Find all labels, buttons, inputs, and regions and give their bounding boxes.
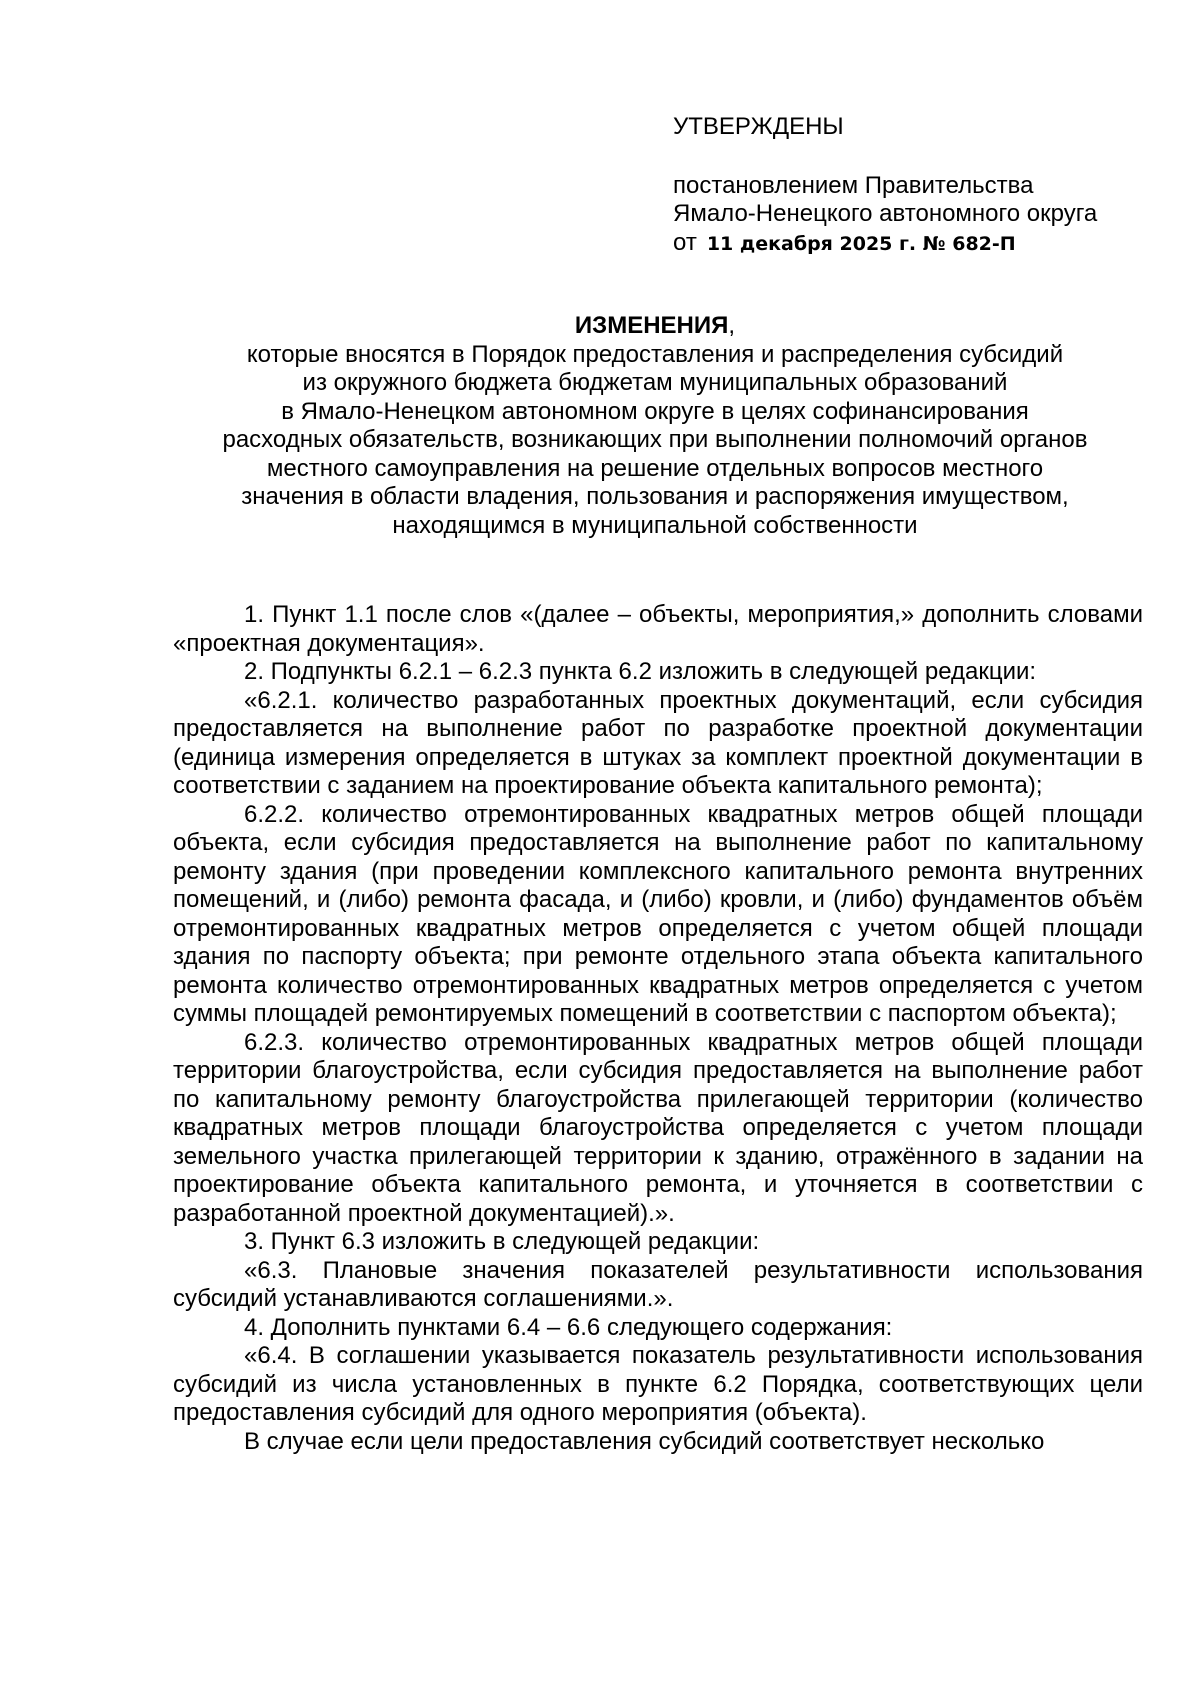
title-subtitle-line: в Ямало-Ненецком автономном округе в целях софинансирования	[281, 397, 1029, 425]
body-paragraph-6-4: «6.4. В соглашении указывается показатель результативности использования субсидий из числа установленных в пункте 6.2 Порядка, соответствующих цели предоставления субсидий для одного мероприятия (объекта).	[173, 1342, 1143, 1426]
document-body	[173, 601, 1143, 1456]
title-subtitle-line: находящимся в муниципальной собственности	[392, 511, 918, 539]
body-paragraph-2: 2. Подпункты 6.2.1 – 6.2.3 пункта 6.2 изложить в следующей редакции:	[244, 658, 1037, 685]
body-paragraph-6-2-3: 6.2.3. количество отремонтированных квадратных метров общей площади территории благоустройства, если субсидия предоставляется на выполнение работ по капитальному ремонту благоустройства прилегающей территории (количество квадратных метров площади благоустройства определяется с учетом площади земельного участка прилегающей территории к зданию, отражённого в задании на проектирование объекта капитального ремонта, и уточняется в соответствии с разработанной проектной документацией).».	[173, 1028, 1143, 1227]
body-paragraph-6-4-continued: В случае если цели предоставления субсидий соответствует несколько	[244, 1427, 1045, 1455]
approval-line-2: Ямало-Ненецкого автономного округа	[673, 200, 1098, 227]
title-subtitle-line: значения в области владения, пользования и распоряжения имуществом,	[241, 483, 1069, 510]
approval-date-line	[673, 229, 1173, 259]
title-subtitle-line: которые вносятся в Порядок предоставления и распределения субсидий	[246, 340, 1064, 368]
body-paragraph-6-3: «6.3. Плановые значения показателей результативности использования субсидий устанавливаются соглашениями.».	[173, 1256, 1143, 1312]
title-subtitle-line: из окружного бюджета бюджетам муниципальных образований	[302, 369, 1008, 396]
body-paragraph-3: 3. Пункт 6.3 изложить в следующей редакции:	[244, 1228, 760, 1255]
title-subtitle-line: расходных обязательств, возникающих при выполнении полномочий органов	[222, 426, 1088, 453]
title-subtitle-line: местного самоуправления на решение отдельных вопросов местного	[266, 454, 1044, 482]
approval-block	[673, 113, 1173, 258]
body-paragraph-6-2-1: «6.2.1. количество разработанных проектных документаций, если субсидия предоставляется на выполнение работ по разработке проектной документации (единица измерения определяется в штуках за комплект проектной документации в соответствии с заданием на проектирование объекта капитального ремонта);	[173, 686, 1143, 799]
body-paragraph-4: 4. Дополнить пунктами 6.4 – 6.6 следующего содержания:	[244, 1313, 893, 1341]
document-title	[160, 312, 1150, 540]
title-heading-suffix: ,	[728, 312, 736, 339]
body-paragraph-6-2-2: 6.2.2. количество отремонтированных квадратных метров общей площади объекта, если субсидия предоставляется на выполнение работ по капитальному ремонту здания (при проведении комплексного капитального ремонта внутренних помещений, и (либо) ремонта фасада, и (либо) кровли, и (либо) фундаментов объём отремонтированных квадратных метров определяется с учетом общей площади здания по паспорту объекта; при ремонте отдельного этапа объекта капитального ремонта количество отремонтированных квадратных метров определяется с учетом суммы площадей ремонтируемых помещений в соответствии с паспортом объекта);	[173, 800, 1143, 1027]
approval-line-1: постановлением Правительства	[673, 171, 1034, 199]
approval-stamp: УТВЕРЖДЕНЫ	[673, 113, 844, 140]
title-heading-line	[160, 312, 1150, 341]
approval-from-label: от	[673, 228, 697, 256]
approval-date-number: 11 декабря 2025 г. № 682-П	[706, 232, 1016, 255]
body-paragraph-1: 1. Пункт 1.1 после слов «(далее – объекты, мероприятия,» дополнить словами «проектная документация».	[173, 601, 1143, 657]
title-heading: ИЗМЕНЕНИЯ	[574, 312, 729, 339]
